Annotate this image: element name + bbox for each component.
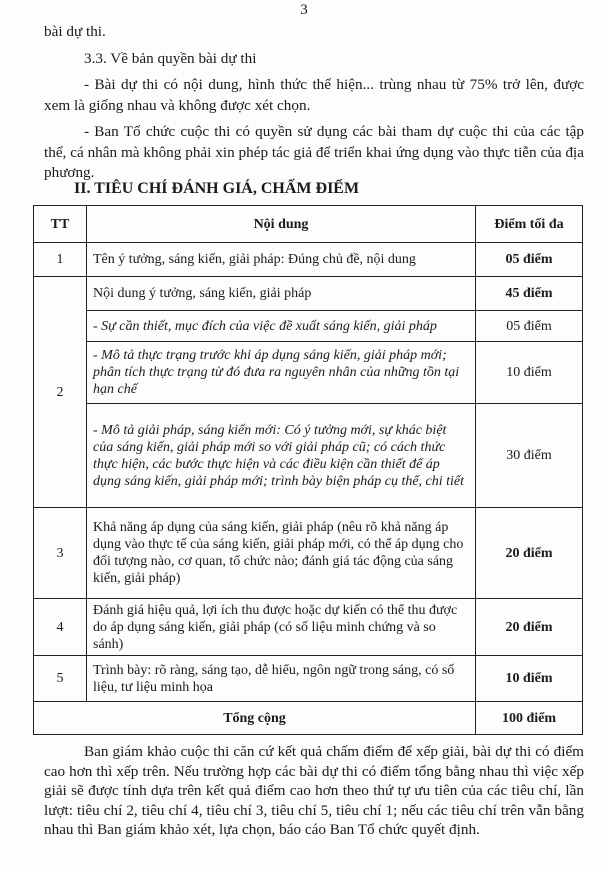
total-label: Tổng cộng [34, 702, 476, 735]
section-title: II. TIÊU CHÍ ĐÁNH GIÁ, CHẤM ĐIỂM [74, 180, 360, 197]
subrow-content: - Sự cần thiết, mục đích của việc đề xuất sáng kiến, giải pháp [87, 311, 476, 342]
intro-tail: bài dự thi. [44, 23, 106, 40]
table-header-row [34, 206, 583, 243]
row-content: Khả năng áp dụng của sáng kiến, giải pháp (nêu rõ khả năng áp dụng vào thực tế của sáng kiến, giải pháp mới, có thể áp dụng cho đối tượng nào, cơ quan, tổ chức nào; đánh giá tác động của sáng kiến, giải pháp) [87, 508, 476, 599]
total-points: 100 điểm [476, 702, 583, 735]
subrow-content: - Mô tả giải pháp, sáng kiến mới: Có ý tưởng mới, sự khác biệt của sáng kiến, giải pháp mới so với giải pháp cũ; có cách thức thực hiện, các bước thực hiện và các điều kiện cần thiết để áp dụng sáng kiến, giải pháp mới; trình bày biện pháp cụ thể, chi tiết [87, 404, 476, 508]
table-row [34, 508, 583, 599]
subrow-points: 10 điểm [476, 342, 583, 404]
section-3-3-heading: 3.3. Về bản quyền bài dự thi [84, 50, 257, 67]
subrow-content: - Mô tả thực trạng trước khi áp dụng sáng kiến, giải pháp mới; phân tích thực trạng từ đó đưa ra nguyên nhân của những tồn tại hạn chế [87, 342, 476, 404]
header-tt: TT [34, 206, 87, 243]
row-number: 1 [34, 243, 87, 277]
table-subrow [34, 311, 583, 342]
table-row [34, 599, 583, 656]
row-number: 4 [34, 599, 87, 656]
header-content: Nội dung [87, 206, 476, 243]
row-content: Đánh giá hiệu quả, lợi ích thu được hoặc dự kiến có thể thu được do áp dụng sáng kiến, giải pháp (có số liệu minh chứng và so sánh) [87, 599, 476, 656]
table-subrow [34, 342, 583, 404]
table-row [34, 243, 583, 277]
row-points: 20 điểm [476, 599, 583, 656]
row-number: 2 [34, 277, 87, 508]
row-content: Tên ý tưởng, sáng kiến, giải pháp: Đúng chủ đề, nội dung [87, 243, 476, 277]
section-3-3-item: - Bài dự thi có nội dung, hình thức thể hiện... trùng nhau từ 75% trở lên, được xem là giống nhau và không được xét chọn. [44, 76, 584, 114]
subrow-points: 05 điểm [476, 311, 583, 342]
row-points: 45 điểm [476, 277, 583, 311]
header-max-points: Điểm tối đa [476, 206, 583, 243]
table-subrow [34, 404, 583, 508]
row-content: Trình bày: rõ ràng, sáng tạo, dễ hiểu, ngôn ngữ trong sáng, có số liệu, tư liệu minh họa [87, 656, 476, 702]
page-number: 3 [300, 2, 308, 18]
table-row [34, 656, 583, 702]
row-points: 05 điểm [476, 243, 583, 277]
row-number: 3 [34, 508, 87, 599]
subrow-points: 30 điểm [476, 404, 583, 508]
total-row [34, 702, 583, 735]
section-3-3-item: - Ban Tổ chức cuộc thi có quyền sử dụng các bài tham dự cuộc thi của các tập thể, cá nhân mà không phải xin phép tác giả để triển khai ứng dụng vào thực tiễn của địa phương. [44, 123, 584, 181]
row-content: Nội dung ý tưởng, sáng kiến, giải pháp [87, 277, 476, 311]
criteria-table [33, 205, 583, 735]
row-points: 10 điểm [476, 656, 583, 702]
row-points: 20 điểm [476, 508, 583, 599]
closing-paragraph: Ban giám khảo cuộc thi căn cứ kết quả chấm điểm để xếp giải, bài dự thi có điểm cao hơn thì xếp trên. Nếu trường hợp các bài dự thi có điểm tổng bằng nhau thì việc xếp giải sẽ được tính dựa trên kết quả điểm cao hơn theo thứ tự ưu tiên của các tiêu chí, lần lượt: tiêu chí 2, tiêu chí 4, tiêu chí 3, tiêu chí 5, tiêu chí 1; nếu các tiêu chí trên vẫn bằng nhau thì Ban giám khảo xét, lựa chọn, báo cáo Ban Tổ chức quyết định. [44, 743, 584, 839]
table-row [34, 277, 583, 311]
row-number: 5 [34, 656, 87, 702]
